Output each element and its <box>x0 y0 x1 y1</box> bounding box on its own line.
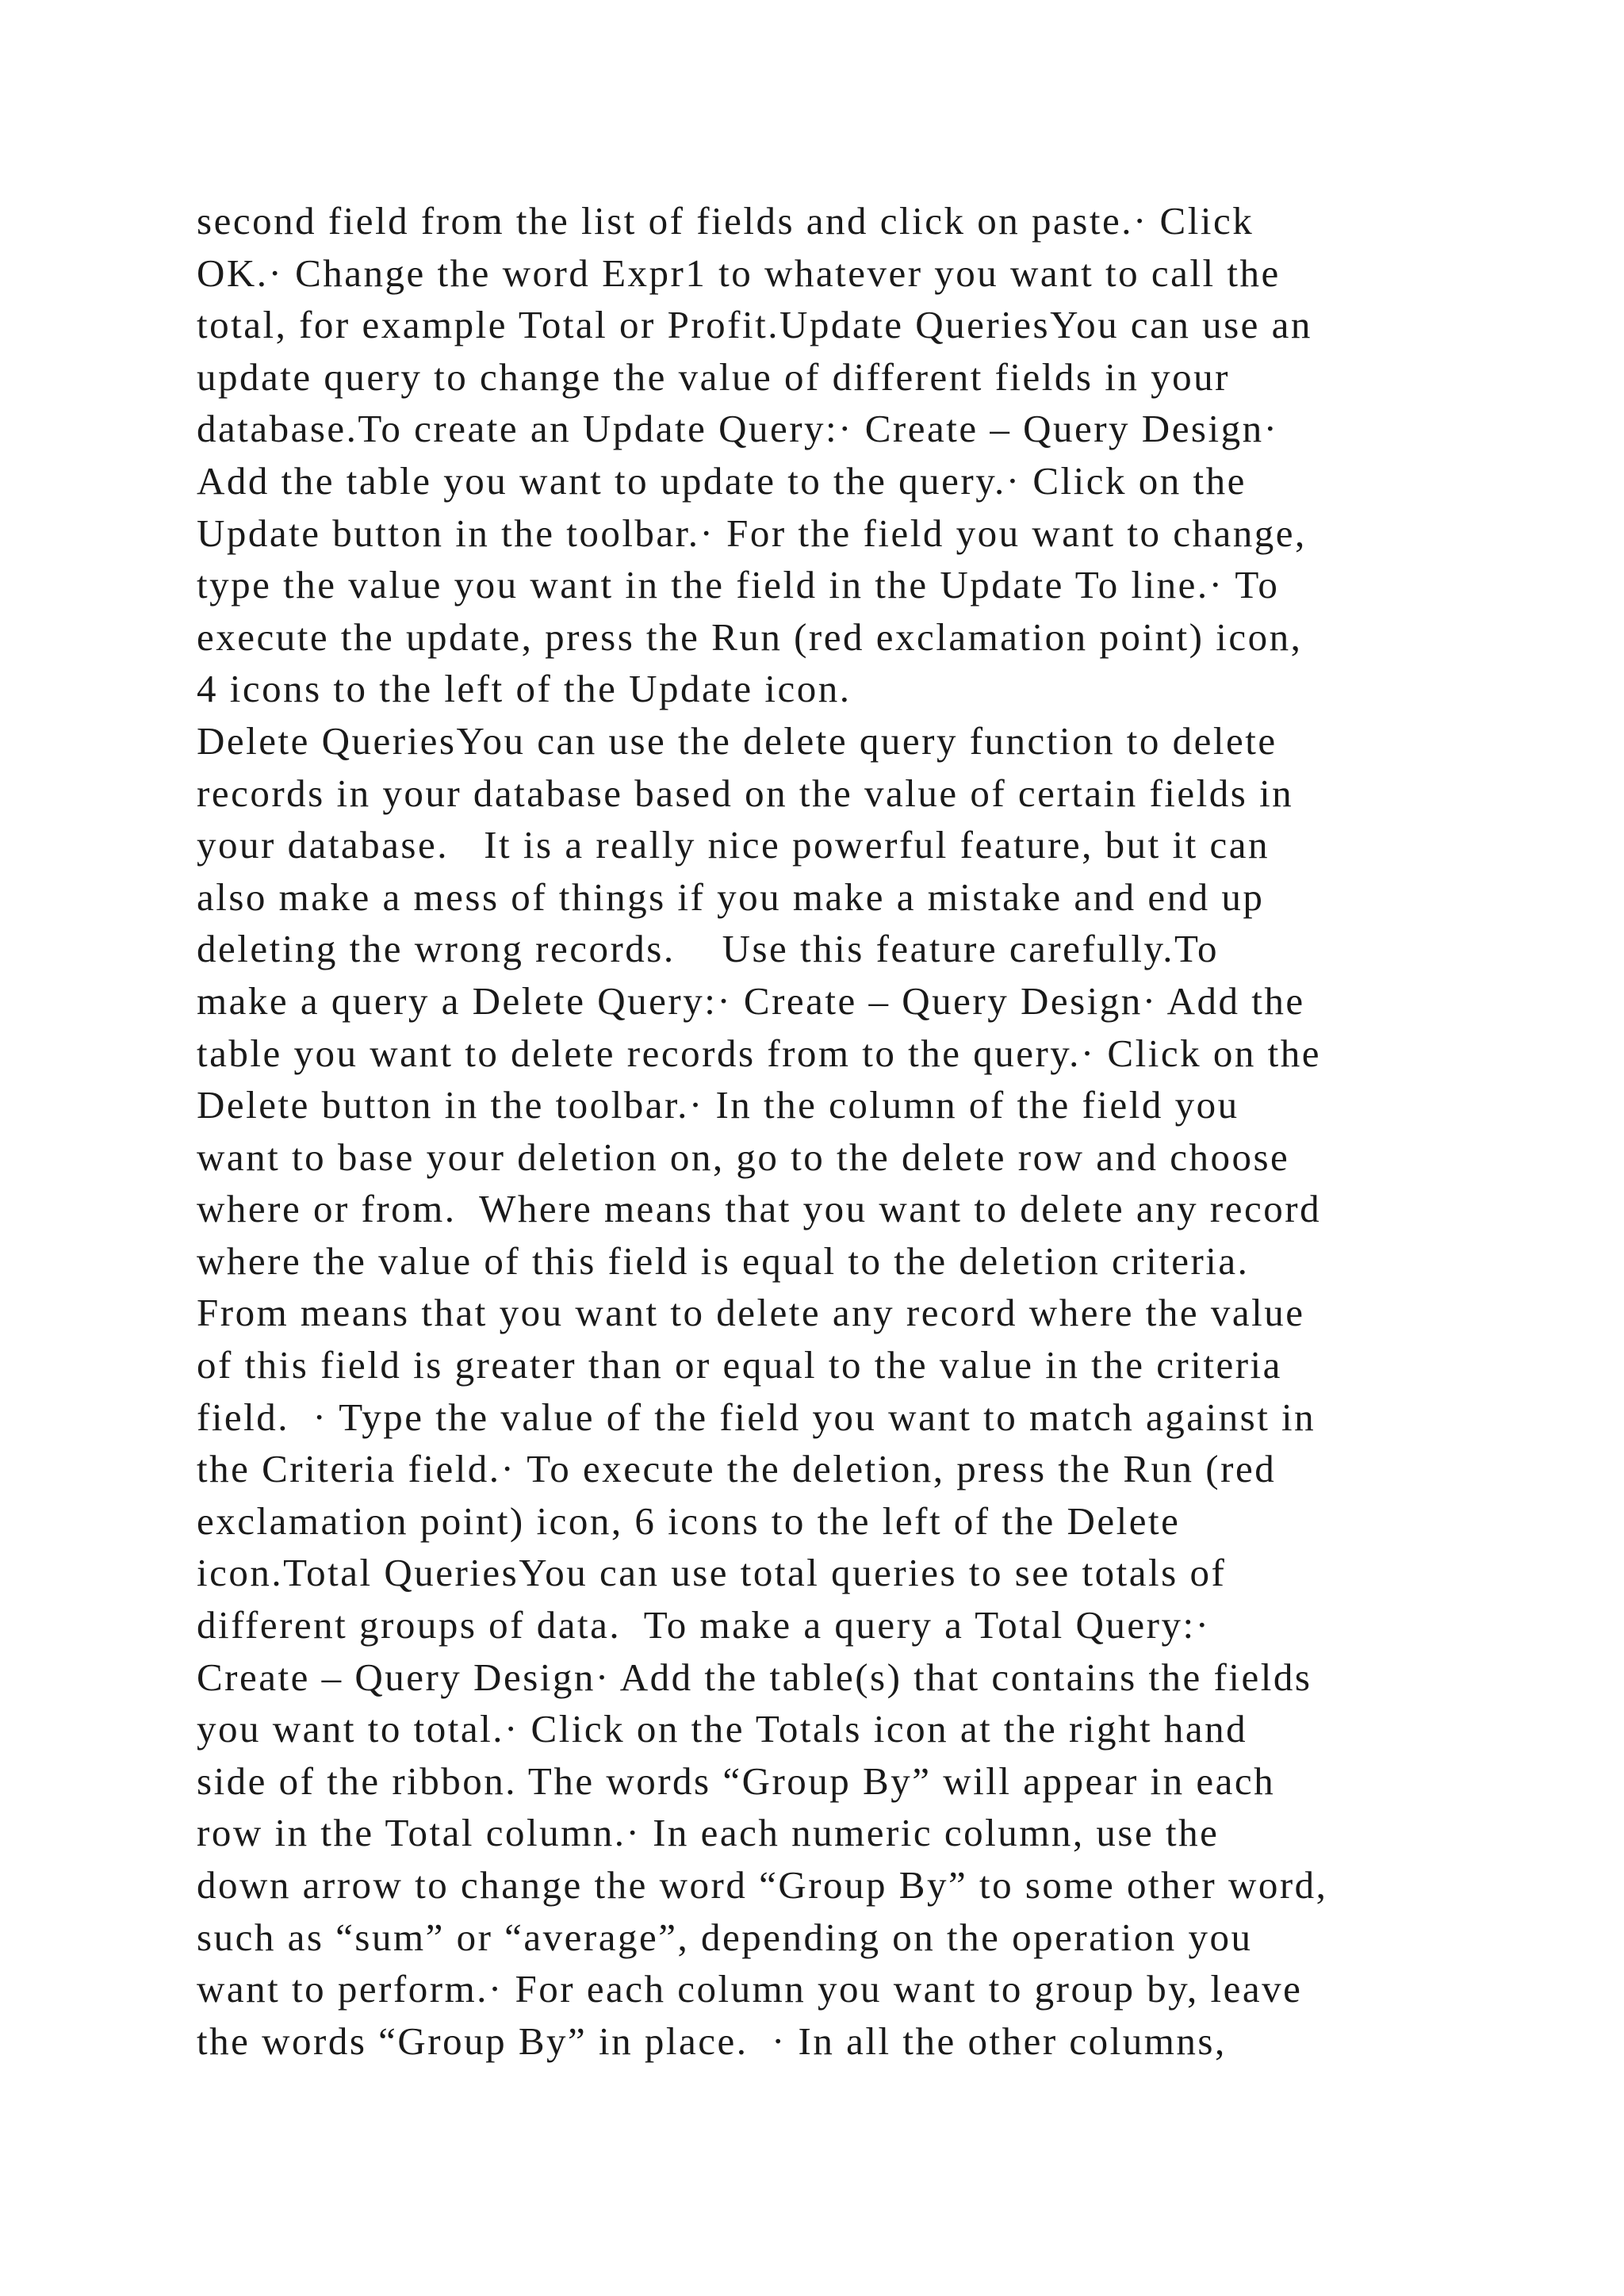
text-line: Delete QueriesYou can use the delete query function to delete <box>197 718 1277 763</box>
text-line: down arrow to change the word “Group By” to some other word, <box>197 1863 1328 1907</box>
text-line: the words “Group By” in place. · In all the other columns, <box>197 2019 1227 2063</box>
text-line: your database. It is a really nice powerful feature, but it can <box>197 823 1270 867</box>
text-line: total, for example Total or Profit.Update QueriesYou can use an <box>197 303 1312 347</box>
text-line: second field from the list of fields and click on paste.· Click <box>197 199 1254 243</box>
text-line: also make a mess of things if you make a mistake and end up <box>197 874 1265 919</box>
text-line: From means that you want to delete any record where the value <box>197 1291 1305 1335</box>
text-line: side of the ribbon. The words “Group By” will appear in each <box>197 1758 1276 1803</box>
text-line: 4 icons to the left of the Update icon. <box>197 667 852 711</box>
text-line: table you want to delete records from to the query.· Click on the <box>197 1031 1321 1075</box>
text-line: different groups of data. To make a query a Total Query:· <box>197 1603 1211 1647</box>
text-line: you want to total.· Click on the Totals icon at the right hand <box>197 1707 1248 1751</box>
text-line: deleting the wrong records. Use this feature carefully.To <box>197 927 1220 971</box>
text-line: want to perform.· For each column you want to group by, leave <box>197 1967 1303 2011</box>
text-line: exclamation point) icon, 6 icons to the left of the Delete <box>197 1498 1181 1543</box>
text-line: where or from. Where means that you want to delete any record <box>197 1187 1322 1231</box>
text-line: OK.· Change the word Expr1 to whatever you want to call the <box>197 251 1281 295</box>
text-line: icon.Total QueriesYou can use total queries to see totals of <box>197 1551 1227 1595</box>
text-line: field. · Type the value of the field you want to match against in <box>197 1395 1316 1439</box>
text-line: Add the table you want to update to the query.· Click on the <box>197 458 1247 503</box>
text-line: update query to change the value of different fields in your <box>197 354 1230 399</box>
text-line: such as “sum” or “average”, depending on the operation you <box>197 1915 1253 1959</box>
text-line: the Criteria field.· To execute the deletion, press the Run (red <box>197 1447 1277 1491</box>
text-line: records in your database based on the value of certain fields in <box>197 771 1294 815</box>
text-line: execute the update, press the Run (red exclamation point) icon, <box>197 614 1303 659</box>
text-line: Update button in the toolbar.· For the field you want to change, <box>197 511 1307 555</box>
text-line: want to base your deletion on, go to the delete row and choose <box>197 1135 1290 1179</box>
text-line: Create – Query Design· Add the table(s) that contains the fields <box>197 1655 1312 1699</box>
text-line: row in the Total column.· In each numeric column, use the <box>197 1811 1220 1855</box>
text-line: Delete button in the toolbar.· In the column of the field you <box>197 1083 1239 1127</box>
body-text <box>197 195 1497 2067</box>
text-line: database.To create an Update Query:· Create – Query Design· <box>197 407 1279 451</box>
text-line: type the value you want in the field in the Update To line.· To <box>197 563 1280 607</box>
text-line: make a query a Delete Query:· Create – Query Design· Add the <box>197 978 1305 1023</box>
text-line: where the value of this field is equal to the deletion criteria. <box>197 1238 1250 1283</box>
text-line: of this field is greater than or equal to the value in the criteria <box>197 1343 1282 1387</box>
